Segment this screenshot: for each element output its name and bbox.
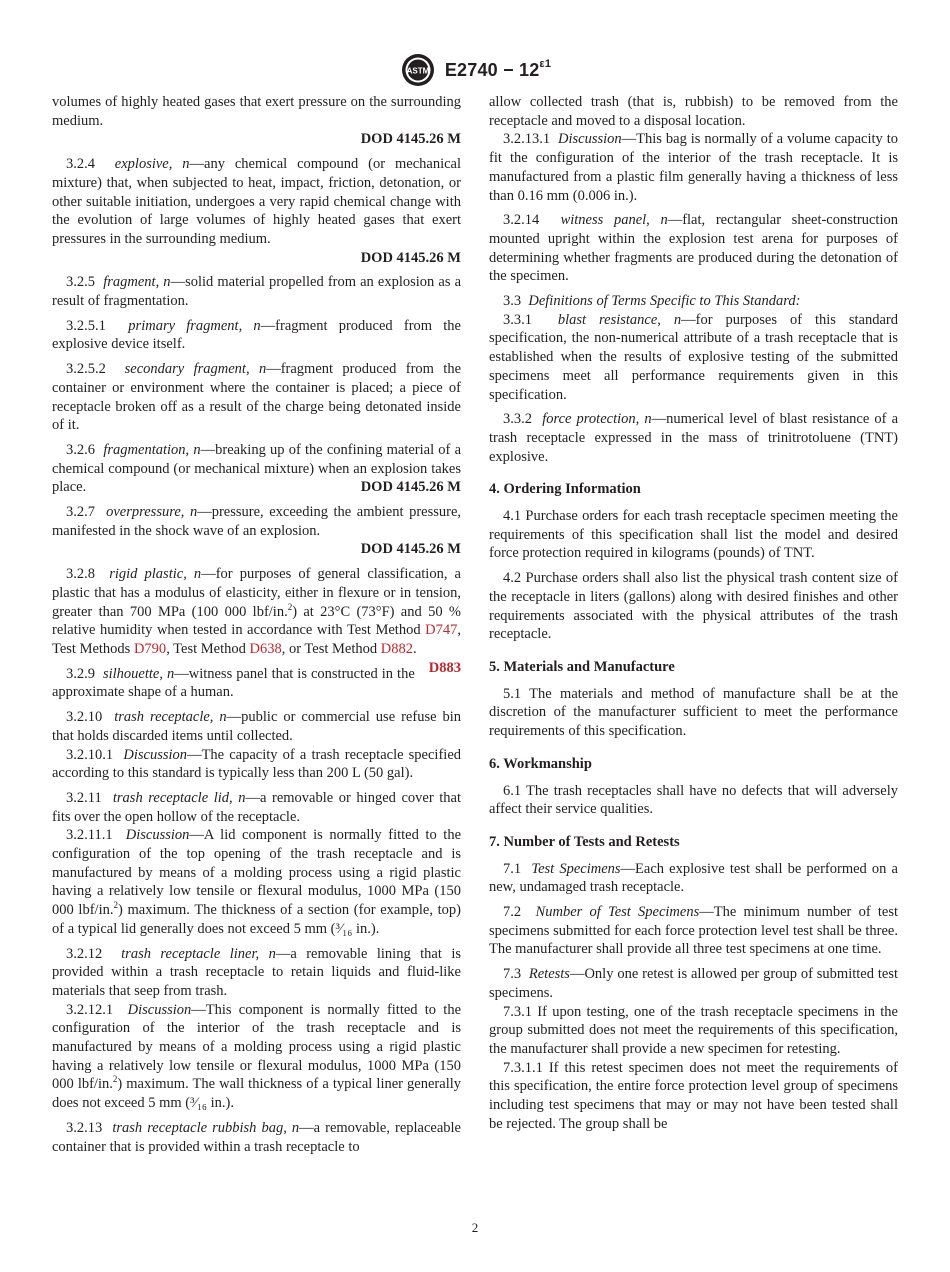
paragraph: 4.2 Purchase orders shall also list the physical trash content size of the receptacle in liters (gallons) along with desired finishes and other requirements associated with the physical attributes of the trash receptacle. <box>489 570 898 643</box>
definition-secondary-fragment: 3.2.5.2 secondary fragment, n—fragment produced from the container or environment where the container is placed; a piece of receptacle broken off as a result of the charge being detonated inside of it. <box>52 361 462 434</box>
paragraph-retests: 7.3 Retests—Only one retest is allowed per group of submitted test specimens. <box>489 966 898 1001</box>
section-heading-materials: 5. Materials and Manufacture <box>489 658 675 675</box>
link-d883[interactable]: D883 <box>428 659 461 676</box>
reference-source: DOD 4145.26 M <box>360 249 461 266</box>
definition-silhouette: 3.2.9 silhouette, n—witness panel that is constructed in the approximate shape of a human. <box>52 665 415 701</box>
section-heading-ordering: 4. Ordering Information <box>489 481 641 498</box>
definition-rubbish-bag: 3.2.13 trash receptacle rubbish bag, n—a removable, replaceable container that is provided within a trash receptacle to <box>52 1119 461 1155</box>
paragraph: 7.3.1.1 If this retest specimen does not meet the requirements of this specification, the entire force protection level group of specimens including test specimens that may or may not have been tested shall be rejected. The group shall be <box>489 1059 898 1132</box>
section-heading-tests: 7. Number of Tests and Retests <box>489 833 680 850</box>
link-d882[interactable]: D882 <box>380 641 413 657</box>
reference-source: DOD 4145.26 M <box>360 131 461 148</box>
definition-fragmentation: 3.2.6 fragmentation, n—breaking up of the confining material of a chemical compound (or mechanical mixture) when an explosion takes place. <box>52 441 462 496</box>
left-column <box>52 93 461 1162</box>
definition-witness-panel: 3.2.14 witness panel, n—flat, rectangular sheet-construction mounted upright within the explosion test arena for purposes of determining whether fragments are produced during the detonation of the specimen. <box>489 212 898 285</box>
definition-trash-receptacle-liner: 3.2.12 trash receptacle liner, n—a removable lining that is provided within a trash receptacle to retain liquids and fluid-like materials that seep from trash. <box>52 945 462 999</box>
discussion-trash-receptacle-lid: 3.2.11.1 Discussion—A lid component is normally fitted to the configuration of the top opening of the trash receptacle and is manufactured by means of a molding process using a rigid plastic having a relatively low tensile or flexural modulus, 1000 MPa (150 000 lbf/in.$^2$) maximum. The thickness of a section (for example, top) of a typical lid generally does not exceed 5 mm (³⁄₁₆ in.). <box>52 827 462 937</box>
link-d747[interactable]: D747 <box>425 622 458 639</box>
paragraph: 4.1 Purchase orders for each trash receptacle specimen meeting the requirements of this specification shall list the model and desired force protection required in kilograms (pounds) of TNT. <box>489 508 898 562</box>
paragraph: 7.3.1 If upon testing, one of the trash receptacle specimens in the group submitted does not meet the requirements of this specification, the manufacturer shall provide a new specimen for retesting. <box>489 1003 898 1057</box>
definition-trash-receptacle-lid: 3.2.11 trash receptacle lid, n—a removable or hinged cover that fits over the open hollow of the receptacle. <box>52 789 462 825</box>
paragraph-test-specimens: 7.1 Test Specimens—Each explosive test shall be performed on a new, undamaged trash receptacle. <box>489 860 898 896</box>
definition-blast-resistance: 3.3.1 blast resistance, n—for purposes of this standard specification, the non-numerical attribute of a trash receptacle that is established when the results of explosive testing of the submitted specimens meet all performance requirements given in this specification. <box>489 311 898 403</box>
definition-overpressure: 3.2.7 overpressure, n—pressure, exceeding the ambient pressure, manifested in the shock wave of an explosion. <box>52 504 462 539</box>
section-heading-workmanship: 6. Workmanship <box>489 755 592 772</box>
logo-text: ASTM <box>406 66 430 76</box>
discussion-trash-receptacle: 3.2.10.1 Discussion—The capacity of a trash receptacle specified according to this standard is typically less than 200 L (50 gal). <box>52 746 462 782</box>
link-d638[interactable]: D638 <box>249 641 282 657</box>
paragraph-ref <box>52 540 461 559</box>
standard-designation: $E2740 - 12^{\varepsilon 1}$ <box>444 57 552 80</box>
reference-source: DOD 4145.26 M <box>360 479 461 496</box>
definition-primary-fragment: 3.2.5.1 primary fragment, n—fragment produced from the explosive device itself. <box>52 317 461 353</box>
link-d790[interactable]: D790 <box>133 641 167 657</box>
paragraph-ref <box>52 478 461 497</box>
page-number: 2 <box>471 1220 479 1235</box>
discussion-trash-receptacle-liner: 3.2.12.1 Discussion—This component is normally fitted to the configuration of the interior of the trash receptacle and is manufactured by means of a molding process using a rigid plastic having a relatively low tensile or flexural modulus, 1000 MPa (150 000 lbf/in.$^2$) maximum. The wall thickness of a typical liner generally does not exceed 5 mm (³⁄₁₆ in.). <box>52 1001 462 1112</box>
paragraph-ref <box>52 249 461 268</box>
reference-source: DOD 4145.26 M <box>360 541 461 558</box>
paragraph: allow collected trash (that is, rubbish) to be removed from the receptacle and moved to a disposal location. <box>489 94 898 129</box>
paragraph-ref <box>52 130 461 149</box>
definition-trash-receptacle: 3.2.10 trash receptacle, n—public or commercial use refuse bin that holds discarded items until collected. <box>52 709 462 744</box>
definition-explosive: 3.2.4 explosive, n—any chemical compound (or mechanical mixture) that, when subjected to heat, impact, friction, detonation, or other suitable initiation, undergoes a very rapid chemical change with the evolution of large volumes of highly heated gases that exert pressures in the surrounding medium. <box>52 156 461 247</box>
subsection-definitions: 3.3 Definitions of Terms Specific to This Standard: <box>503 293 801 310</box>
paragraph: 5.1 The materials and method of manufacture shall be at the discretion of the manufacturer sufficient to meet the performance requirements of this specification. <box>489 685 898 740</box>
definition-force-protection: 3.3.2 force protection, n—numerical level of blast resistance of a trash receptacle expressed in the mass of trinitrotoluene (TNT) explosive. <box>489 411 899 465</box>
paragraph-number-of-specimens: 7.2 Number of Test Specimens—The minimum number of test specimens submitted for each force protection level test shall be three. The manufacturer shall provide all three test specimens at one time. <box>489 904 898 958</box>
paragraph: volumes of highly heated gases that exert pressure on the surrounding medium. <box>52 94 461 129</box>
right-column <box>489 93 898 1133</box>
definition-fragment: 3.2.5 fragment, n—solid material propelled from an explosion as a result of fragmentation. <box>52 274 462 310</box>
definition-rigid-plastic: 3.2.8 rigid plastic, n—for purposes of general classification, a plastic that has a modulus of elasticity, either in flexure or in tension, greater than 700 MPa (100 000 lbf/in.$^2$) at 23°C (73°F) and 50 % relative humidity when tested in accordance with Test Method D747, Test Methods D790, Test Method D638, or Test Method D882. D883 <box>52 566 461 676</box>
paragraph: 6.1 The trash receptacles shall have no defects that will adversely affect their service qualities. <box>489 782 898 818</box>
astm-logo-icon <box>399 52 437 88</box>
page-header <box>0 50 950 90</box>
discussion-rubbish-bag: 3.2.13.1 Discussion—This bag is normally of a volume capacity to fit the configuration of the interior of the trash receptacle. It is manufactured from a plastic film generally having a thickness of less than 0.16 mm (0.006 in.). <box>489 131 899 204</box>
